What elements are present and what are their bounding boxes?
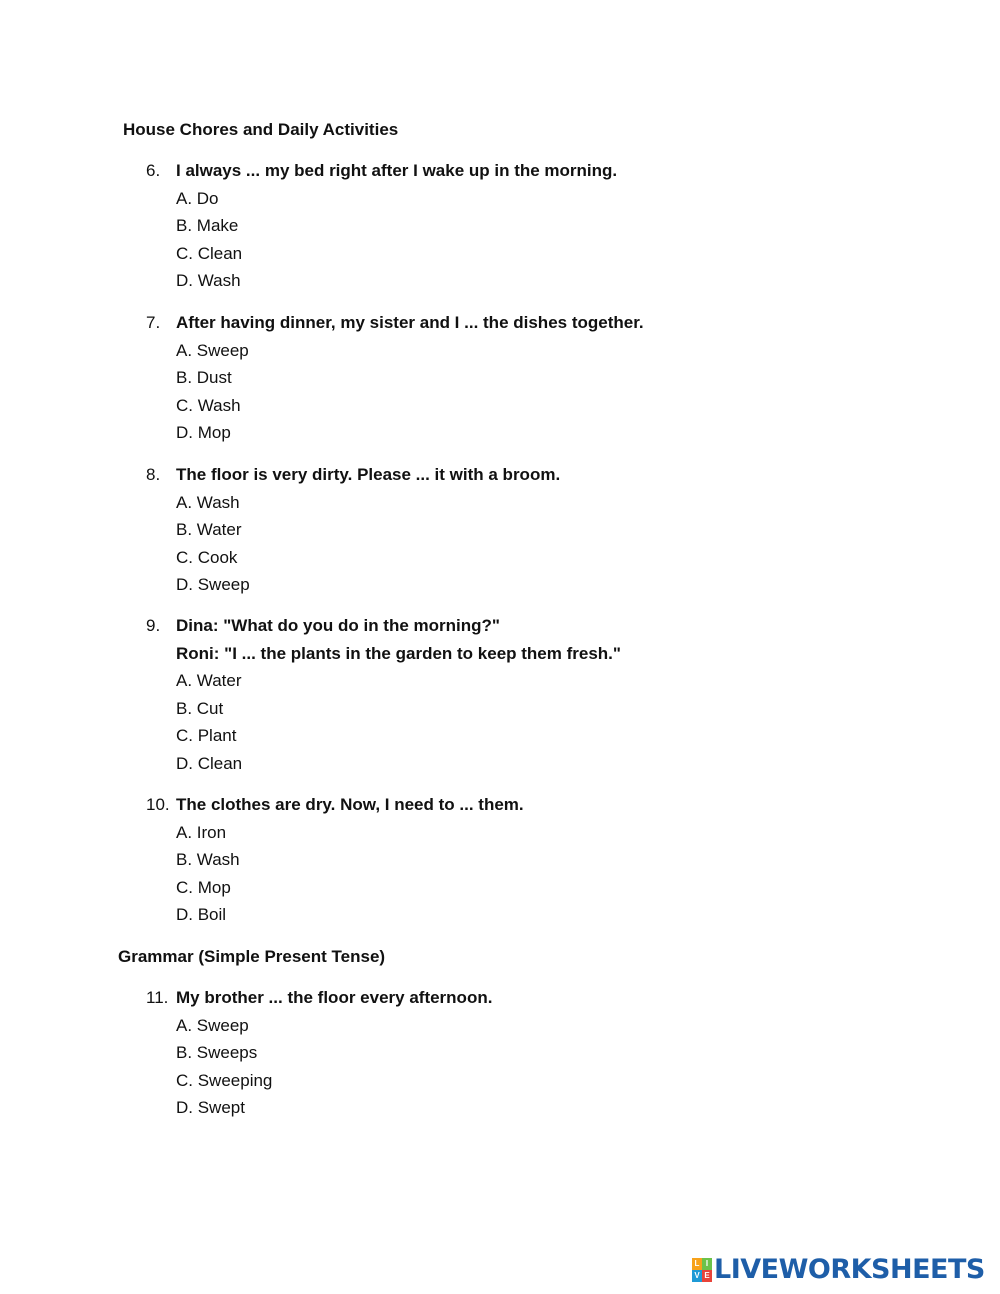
section-title-house-chores: House Chores and Daily Activities [123, 120, 399, 139]
logo-block: I [702, 1258, 712, 1270]
option-c[interactable]: C. Sweeping [176, 1070, 273, 1090]
question-text-line-2: Roni: "I ... the plants in the garden to keep them fresh." [176, 643, 621, 663]
question-number: 8. [146, 465, 161, 484]
option-b[interactable]: B. Cut [176, 698, 224, 718]
option-b[interactable]: B. Water [176, 520, 242, 540]
option-a[interactable]: A. Iron [176, 822, 227, 842]
brand-name: LIVEWORKSHEETS [714, 1254, 985, 1285]
question-number: 11. [146, 988, 169, 1007]
question-text: My brother ... the floor every afternoon. [176, 988, 493, 1007]
option-d[interactable]: D. Mop [176, 423, 231, 443]
option-a[interactable]: A. Water [176, 671, 242, 691]
option-b[interactable]: B. Wash [176, 850, 240, 870]
option-d[interactable]: D. Boil [176, 905, 227, 925]
question-7 [146, 313, 906, 451]
question-text: The floor is very dirty. Please ... it with a broom. [176, 465, 561, 484]
option-a[interactable]: A. Sweep [176, 1015, 249, 1035]
question-8 [146, 465, 906, 603]
liveworksheets-logo[interactable] [692, 1256, 985, 1284]
option-a[interactable]: A. Sweep [176, 340, 249, 360]
option-d[interactable]: D. Clean [176, 753, 243, 773]
question-number: 9. [146, 616, 161, 635]
question-number: 10. [146, 795, 170, 814]
option-c[interactable]: C. Clean [176, 243, 243, 263]
question-text: I always ... my bed right after I wake up in the morning. [176, 161, 618, 180]
option-a[interactable]: A. Do [176, 188, 219, 208]
question-text: The clothes are dry. Now, I need to ... them. [176, 795, 524, 814]
section-title-grammar: Grammar (Simple Present Tense) [118, 947, 386, 966]
question-number: 6. [146, 161, 161, 180]
option-c[interactable]: C. Cook [176, 547, 238, 567]
option-b[interactable]: B. Make [176, 216, 239, 236]
logo-block: E [702, 1270, 712, 1282]
option-d[interactable]: D. Swept [176, 1098, 245, 1118]
question-number: 7. [146, 313, 161, 332]
question-11 [146, 988, 906, 1126]
question-9 [146, 616, 906, 782]
option-a[interactable]: A. Wash [176, 492, 240, 512]
question-10 [146, 795, 906, 933]
logo-block: V [692, 1270, 702, 1282]
option-d[interactable]: D. Sweep [176, 575, 250, 595]
option-c[interactable]: C. Wash [176, 395, 241, 415]
question-text: Dina: "What do you do in the morning?" [176, 616, 500, 635]
option-b[interactable]: B. Dust [176, 368, 232, 388]
option-c[interactable]: C. Plant [176, 726, 237, 746]
question-6 [146, 161, 906, 299]
logo-block: L [692, 1258, 702, 1270]
option-b[interactable]: B. Sweeps [176, 1043, 258, 1063]
question-text: After having dinner, my sister and I ... the dishes together. [176, 313, 644, 332]
option-d[interactable]: D. Wash [176, 271, 241, 291]
live-blocks-icon [692, 1258, 712, 1282]
option-c[interactable]: C. Mop [176, 877, 231, 897]
